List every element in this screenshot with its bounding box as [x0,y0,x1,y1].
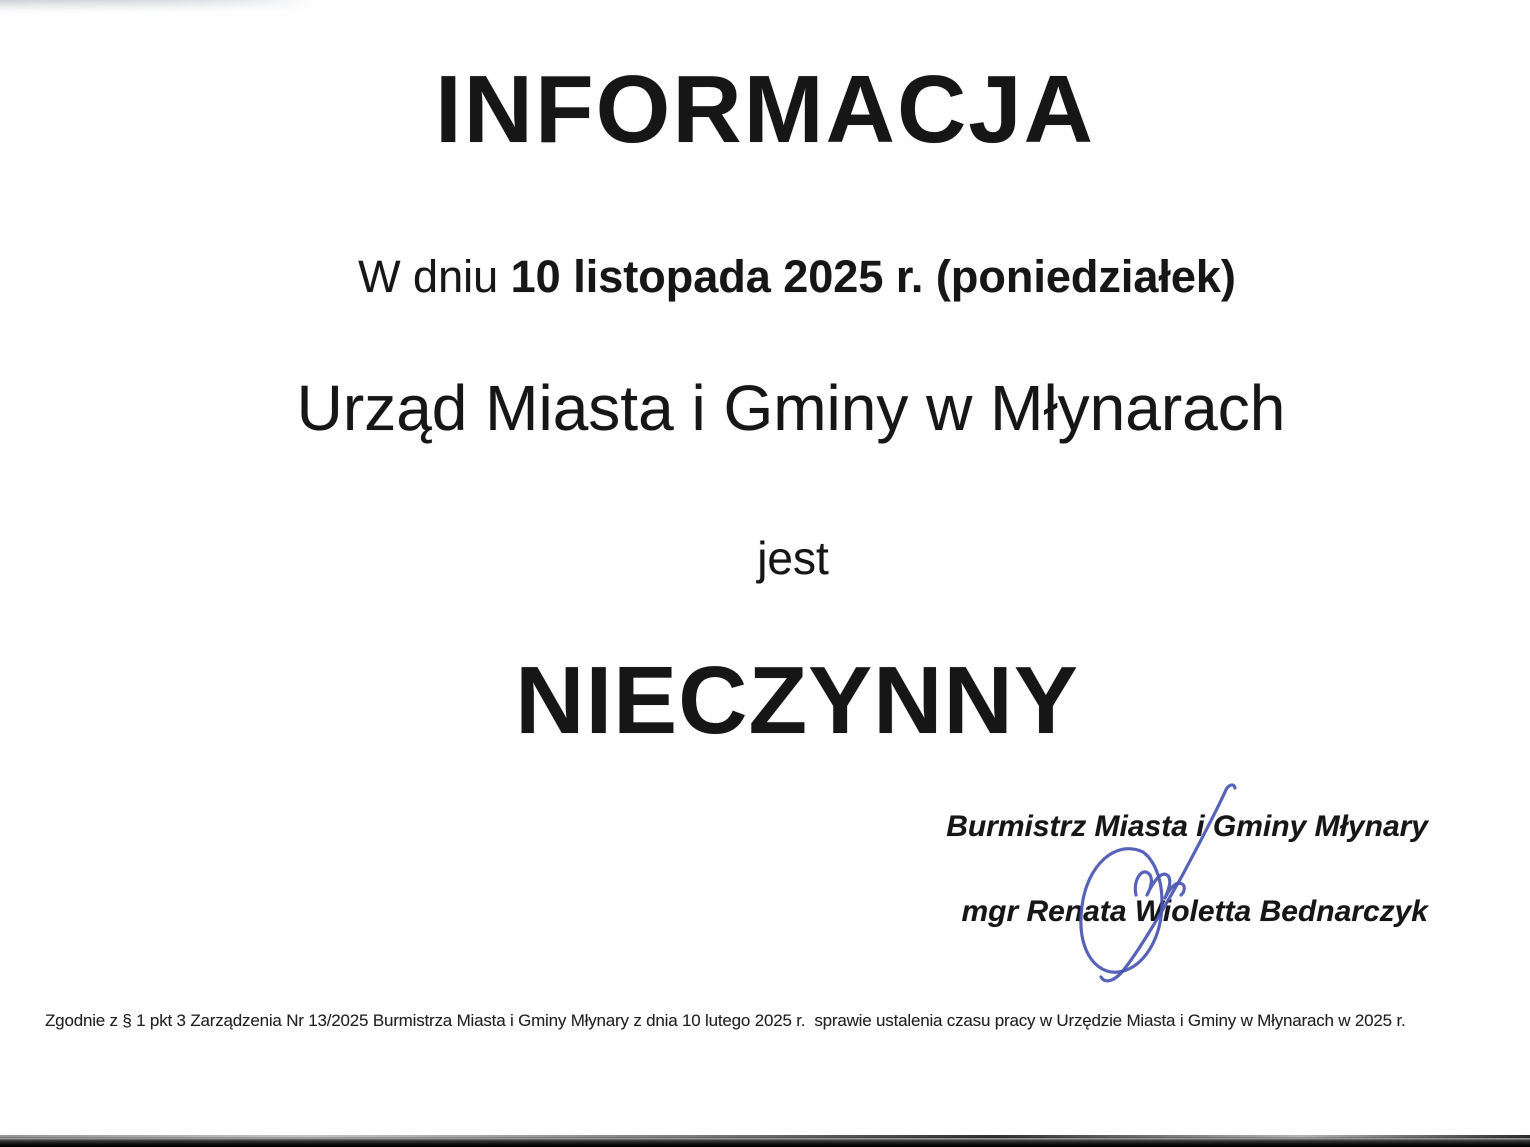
signatory-name: mgr Renata Wioletta Bednarczyk [961,895,1428,928]
legal-footer: Zgodnie z § 1 pkt 3 Zarządzenia Nr 13/2025 Burmistrza Miasta i Gminy Młynary z dnia 10 lutego 2025 r. sprawie ustalenia czasu pracy w Urzędzie Miasta i Gminy w Młynarach w 2025 r. [45,1011,1406,1030]
closed-status: NIECZYNNY [515,647,1079,754]
date-line-date: 10 listopada 2025 r. (poniedziałek) [510,251,1236,302]
organization-name: Urząd Miasta i Gminy w Młynarach [296,372,1286,444]
scan-artifact-bottom-edge [0,1137,1530,1147]
handwritten-signature-ink [1058,782,1243,997]
document-title: INFORMACJA [435,56,1095,163]
signatory-role: Burmistrz Miasta i Gminy Młynary [946,810,1428,843]
date-line [32,250,1530,304]
signature-stroke-loop [1081,849,1162,973]
scan-artifact-top-smudge [0,0,315,14]
date-line-prefix: W dniu [358,251,511,302]
verb-line: jest [757,532,829,584]
signature-stroke-diagonal [1101,785,1235,981]
